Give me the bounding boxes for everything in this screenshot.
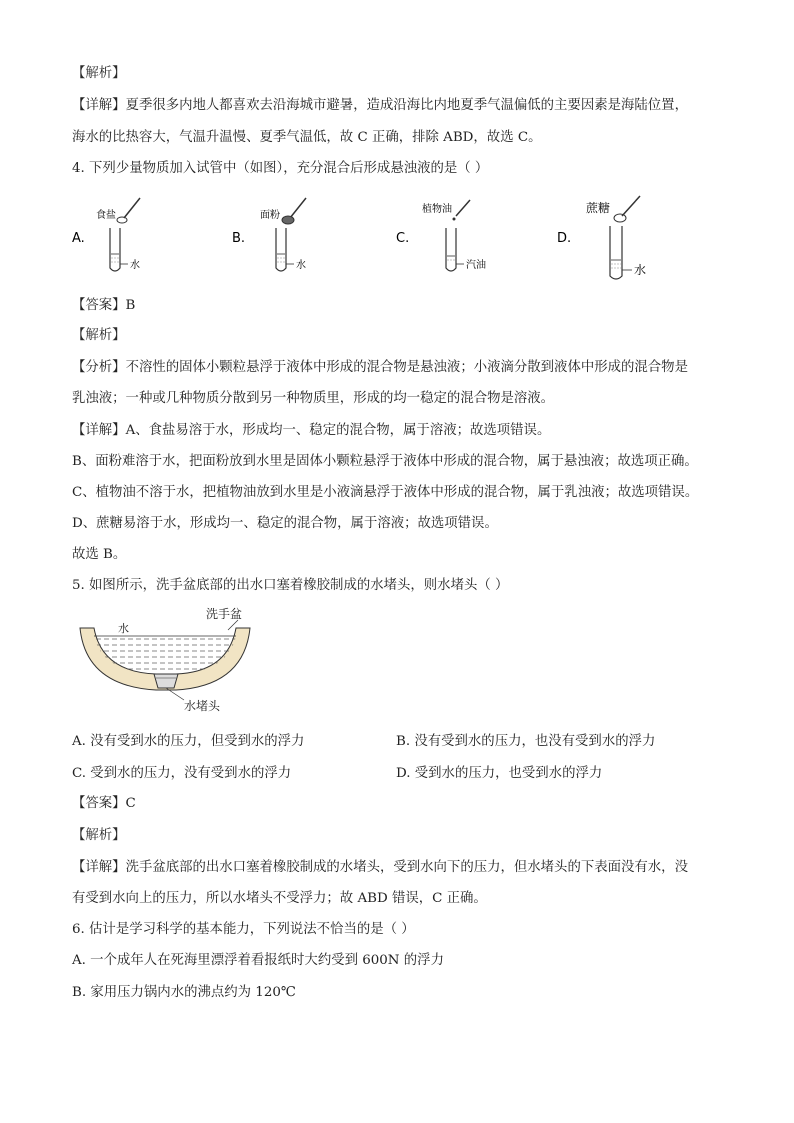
- option-b-letter: B.: [232, 231, 246, 246]
- detail-text: 夏季很多内地人都喜欢去沿海城市避暑，造成沿海比内地夏季气温偏低的主要因素是海陆位置，: [125, 98, 688, 113]
- option-b-liquid: 水: [296, 260, 306, 271]
- option-b: [232, 198, 306, 271]
- option-c-letter: C.: [396, 231, 410, 246]
- water-label: 水: [118, 622, 129, 635]
- q4-analysis-line-2: 乳浊液；一种或几种物质分散到另一种物质里，形成的均一稳定的混合物是溶液。: [72, 391, 555, 406]
- spoon-icon: [117, 198, 140, 223]
- q4-detail-b: B、面粉难溶于水，把面粉放到水里是固体小颗粒悬浮于液体中形成的混合物，属于悬浊液；故选项正确。: [72, 454, 698, 469]
- detail-tag: 【详解】: [72, 860, 126, 875]
- q5-analysis-heading: 【解析】: [72, 828, 126, 843]
- q5-answer: 【答案】C: [72, 796, 136, 811]
- q6-option-b: B. 家用压力锅内水的沸点约为 120℃: [72, 985, 296, 1000]
- option-b-substance: 面粉: [260, 210, 280, 221]
- q3-detail-line-2: 海水的比热容大，气温升温慢、夏季气温低，故 C 正确，排除 ABD，故选 C。: [72, 130, 542, 145]
- test-tube-icon: [110, 228, 128, 271]
- detail-tag: 【详解】: [72, 98, 126, 113]
- test-tube-icon: [610, 226, 632, 279]
- q4-detail-a: [72, 421, 550, 441]
- analysis-text: 不溶性的固体小颗粒悬浮于液体中形成的混合物是悬浊液；小液滴分散到液体中形成的混合物是: [125, 360, 688, 375]
- option-a-liquid: 水: [130, 260, 140, 271]
- spoon-icon: [614, 196, 640, 222]
- detail-text: 洗手盆底部的出水口塞着橡胶制成的水堵头，受到水向下的压力，但水堵头的下表面没有水，没: [125, 860, 688, 875]
- q4-detail-d: D、蔗糖易溶于水，形成均一、稳定的混合物，属于溶液；故选项错误。: [72, 516, 498, 531]
- q4-options-figure: [60, 190, 740, 290]
- q4-stem: 4. 下列少量物质加入试管中（如图），充分混合后形成悬浊液的是（ ）: [72, 161, 489, 176]
- analysis-tag: 【分析】: [72, 360, 126, 375]
- q5-basin-figure: [72, 606, 272, 716]
- option-c: [396, 200, 486, 271]
- q6-stem: 6. 估计是学习科学的基本能力，下列说法不恰当的是（ ）: [72, 922, 415, 937]
- plug-label: 水堵头: [184, 699, 221, 713]
- option-d: [557, 196, 646, 279]
- q5-option-a: A. 没有受到水的压力，但受到水的浮力: [72, 734, 305, 749]
- q5-detail-line-1: [72, 858, 688, 878]
- q5-detail-line-2: 有受到水向上的压力，所以水堵头不受浮力；故 ABD 错误，C 正确。: [72, 891, 487, 906]
- q5-option-b: B. 没有受到水的压力，也没有受到水的浮力: [396, 734, 656, 749]
- detail-tag: 【详解】: [72, 423, 126, 438]
- option-a: [72, 198, 140, 271]
- q4-detail-c: C、植物油不溶于水，把植物油放到水里是小液滴悬浮于液体中形成的混合物，属于乳浊液；故选项错误。: [72, 485, 699, 500]
- q5-stem: 5. 如图所示，洗手盆底部的出水口塞着橡胶制成的水堵头，则水堵头（ ）: [72, 578, 509, 593]
- q5-option-c: C. 受到水的压力，没有受到水的浮力: [72, 766, 292, 781]
- option-d-letter: D.: [557, 231, 572, 246]
- test-tube-icon: [276, 228, 294, 271]
- q4-answer: 【答案】B: [72, 298, 136, 313]
- dropper-icon: [453, 200, 471, 221]
- q4-analysis-line-1: [72, 358, 688, 378]
- spoon-icon: [282, 198, 306, 224]
- option-c-liquid: 汽油: [466, 260, 486, 271]
- q6-option-a: A. 一个成年人在死海里漂浮着看报纸时大约受到 600N 的浮力: [72, 953, 444, 968]
- option-a-letter: A.: [72, 231, 85, 246]
- q3-analysis-heading: 【解析】: [72, 66, 126, 81]
- q4-conclusion: 故选 B。: [72, 547, 127, 562]
- option-a-substance: 食盐: [96, 210, 116, 221]
- q4-analysis-heading: 【解析】: [72, 328, 126, 343]
- option-d-substance: 蔗糖: [586, 201, 611, 215]
- q5-option-d: D. 受到水的压力，也受到水的浮力: [396, 766, 603, 781]
- option-c-substance: 植物油: [422, 204, 452, 215]
- option-d-liquid: 水: [634, 263, 647, 277]
- basin-label: 洗手盆: [206, 607, 243, 621]
- q3-detail-line-1: [72, 96, 688, 116]
- detail-text: A、食盐易溶于水，形成均一、稳定的混合物，属于溶液；故选项错误。: [125, 423, 551, 438]
- test-tube-icon: [446, 228, 464, 271]
